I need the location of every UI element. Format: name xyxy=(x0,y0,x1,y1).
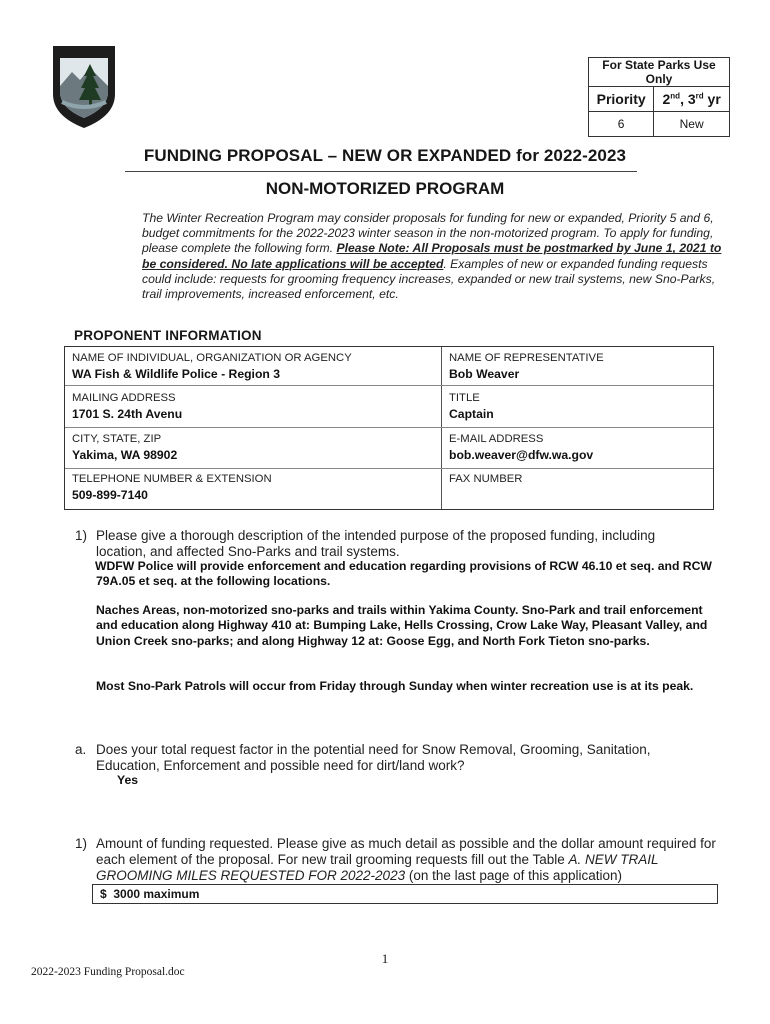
question-2-text xyxy=(96,836,716,884)
document-footer: 2022-2023 Funding Proposal.doc xyxy=(31,966,185,978)
page-title: FUNDING PROPOSAL – NEW OR EXPANDED for 2022-2023 xyxy=(143,146,627,165)
fax-field[interactable] xyxy=(449,473,522,485)
proponent-info-box xyxy=(64,346,714,510)
organization-label: NAME OF INDIVIDUAL, ORGANIZATION OR AGENCY xyxy=(72,352,352,364)
question-2-text-2: (on the last page of this application) xyxy=(405,868,622,883)
proponent-heading: PROPONENT INFORMATION xyxy=(74,328,262,343)
row-divider xyxy=(65,427,713,428)
city-state-zip-value: Yakima, WA 98902 xyxy=(72,448,178,462)
question-1-answer-2: Naches Areas, non-motorized sno-parks and trails within Yakima County. Sno-Park and trail enforcement and education along Highway 410 at: Bumping Lake, Hells Crossing, Crow Lake Way, Pleasant Valley, and Union Creek sno-parks; and along Highway 12 at: Goose Egg, and North Fork Tieton sno-parks. xyxy=(96,603,708,648)
organization-value: WA Fish & Wildlife Police - Region 3 xyxy=(72,367,280,381)
mailing-address-field[interactable] xyxy=(72,392,182,421)
washington-state-parks-logo xyxy=(50,42,118,130)
email-field[interactable] xyxy=(449,433,593,462)
currency-symbol: $ xyxy=(100,887,107,901)
email-label: E-MAIL ADDRESS xyxy=(449,433,544,445)
page-number: 1 xyxy=(381,951,389,966)
intro-text-2: . Examples of new or expanded funding requests could include: requests for grooming frequency increases, expanded or new trail systems, new Sno-Parks, trail improvements, increased enforcement, etc. xyxy=(142,256,716,302)
row-divider xyxy=(65,385,713,386)
organization-field[interactable] xyxy=(72,352,352,381)
funding-amount-field[interactable] xyxy=(92,884,718,904)
mailing-address-label: MAILING ADDRESS xyxy=(72,392,176,404)
page-subtitle: NON-MOTORIZED PROGRAM xyxy=(265,179,505,198)
question-1-answer-3: Most Sno-Park Patrols will occur from Friday through Sunday when winter recreation use is at its peak. xyxy=(96,679,694,693)
city-state-zip-label: CITY, STATE, ZIP xyxy=(72,433,162,445)
title-field[interactable] xyxy=(449,392,494,421)
question-a-text: Does your total request factor in the potential need for Snow Removal, Grooming, Sanitation, Education, Enforcement and possible need for dirt/land work? xyxy=(96,742,651,773)
intro-deadline-note: Please Note: All Proposals must be postmarked by June 1, 2021 to be considered. No late applications will be accepted xyxy=(142,241,722,271)
question-a-number: a. xyxy=(75,742,87,757)
question-2-number: 1) xyxy=(75,836,88,851)
use-only-header: For State Parks Use Only xyxy=(589,58,730,87)
telephone-value: 509-899-7140 xyxy=(72,488,148,502)
row-divider xyxy=(65,468,713,469)
mailing-address-value: 1701 S. 24th Avenu xyxy=(72,407,183,421)
telephone-field[interactable] xyxy=(72,473,272,502)
column-divider xyxy=(441,347,442,509)
question-1-number: 1) xyxy=(75,528,88,543)
intro-paragraph xyxy=(142,211,732,302)
representative-label: NAME OF REPRESENTATIVE xyxy=(449,352,604,364)
representative-value: Bob Weaver xyxy=(449,367,520,381)
telephone-label: TELEPHONE NUMBER & EXTENSION xyxy=(72,473,272,485)
year-label: 2nd, 3rd yr xyxy=(654,87,730,112)
title-rule xyxy=(125,171,637,172)
intro-text-1: The Winter Recreation Program may consider proposals for funding for new or expanded, Priority 5 and 6, budget commitments for the 2022-2023 winter season in the non-motorized program. To apply for funding, please complete the following form. xyxy=(142,211,714,256)
city-state-zip-field[interactable] xyxy=(72,433,177,462)
question-a-answer: Yes xyxy=(117,773,139,787)
priority-label: Priority xyxy=(589,87,654,112)
email-value: bob.weaver@dfw.wa.gov xyxy=(449,448,594,462)
fax-label: FAX NUMBER xyxy=(449,473,523,485)
funding-amount-value: 3000 maximum xyxy=(113,887,200,901)
question-1-text: Please give a thorough description of the intended purpose of the proposed funding, including location, and affected Sno-Parks and trail systems. xyxy=(96,528,656,559)
question-2-text-1: Amount of funding requested. Please give as much detail as possible and the dollar amount required for each element of the proposal. For new trail grooming requests fill out the Table xyxy=(96,836,716,867)
representative-field[interactable] xyxy=(449,352,604,381)
title-label: TITLE xyxy=(449,392,480,404)
question-2-table-ref: A. NEW TRAIL GROOMING MILES REQUESTED FOR 2022-2023 xyxy=(96,852,659,883)
question-1-answer-1: WDFW Police will provide enforcement and education regarding provisions of RCW 46.10 et seq. and RCW 79A.05 et seq. at the following locations. xyxy=(95,559,712,589)
year-value: New xyxy=(654,112,730,137)
title-value: Captain xyxy=(449,407,494,421)
priority-value: 6 xyxy=(589,112,654,137)
state-parks-use-only-table xyxy=(588,57,730,137)
